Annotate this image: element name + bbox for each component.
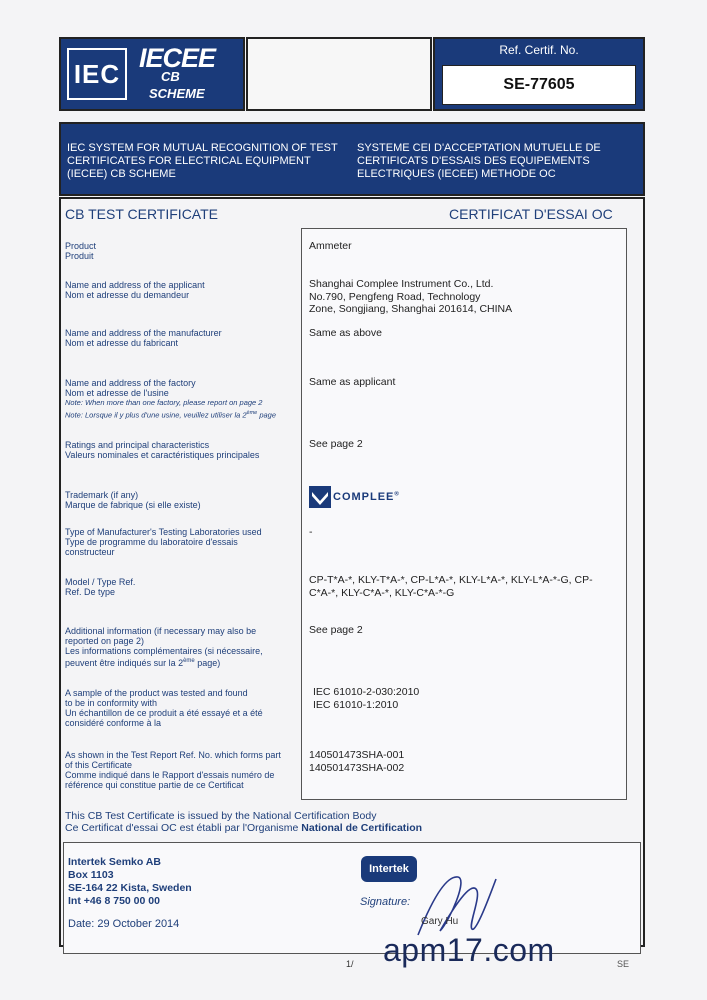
body-city: SE-164 22 Kista, Sweden (68, 882, 192, 894)
iecee-logo-text: IECEE (139, 43, 216, 73)
test-report-label: As shown in the Test Report Ref. No. which forms part of this Certificate Comme indiqué dans le Rapport d'essais numéro de référence qui constitue partie de ce Certificat (65, 750, 281, 790)
issued-by-french: Ce Certificat d'essai OC est établi par l'Organisme National de Certification (65, 822, 423, 834)
sample-label: A sample of the product was tested and found to be in conformity with Un échantillon de ce produit a été essayé et a été considéré conforme à la (65, 688, 263, 728)
ratings-label: Ratings and principal characteristics Valeurs nominales et caractéristiques principales (65, 440, 260, 460)
complee-logo (309, 486, 401, 508)
manufacturer-value: Same as above (309, 327, 382, 339)
certificate-title-english: CB TEST CERTIFICATE (65, 206, 218, 222)
standards-value: IEC 61010-2-030:2010 IEC 61010-1:2010 (313, 686, 420, 711)
model-value: CP-T*A-*, KLY-T*A-*, CP-L*A-*, KLY-L*A-*, KLY-L*A-*-G, CP- C*A-*, KLY-C*A-*, KLY-C*A-*-G (309, 574, 593, 599)
scheme-logo-text: SCHEME (149, 86, 205, 101)
applicant-label: Name and address of the applicant Nom et adresse du demandeur (65, 280, 205, 300)
signature-label: Signature: (360, 896, 411, 908)
body-phone: Int +46 8 750 00 00 (68, 895, 160, 907)
factory-label: Name and address of the factory Nom et adresse de l'usine Note: When more than one factory, please report on page 2 Note: Lorsque il y plus d'une usine, veuillez utiliser la 2ème page (65, 378, 277, 420)
additional-info-value: See page 2 (309, 624, 363, 636)
manufacturer-label: Name and address of the manufacturer Nom et adresse du fabricant (65, 328, 222, 348)
issue-date: Date: 29 October 2014 (68, 918, 180, 930)
scheme-french: SYSTEME CEI D'ACCEPTATION MUTUELLE DE CERTIFICATS D'ESSAIS DES EQUIPEMENTS ELECTRIQUES (IECEE) METHODE OC (357, 142, 601, 180)
product-label: Product Produit (65, 241, 97, 261)
ratings-value: See page 2 (309, 438, 363, 450)
test-report-value: 140501473SHA-001 140501473SHA-002 (309, 749, 405, 774)
scheme-english: IEC SYSTEM FOR MUTUAL RECOGNITION OF TEST CERTIFICATES FOR ELECTRICAL EQUIPMENT (IECEE) CB SCHEME (67, 142, 338, 180)
trademark-label: Trademark (if any) Marque de fabrique (si elle existe) (65, 490, 201, 510)
iecee-logo (59, 37, 245, 111)
body-box: Box 1103 (68, 869, 114, 881)
ref-certificate-box (433, 37, 645, 111)
complee-logo-text: COMPLEE® (333, 491, 400, 503)
factory-value: Same as applicant (309, 376, 396, 388)
watermark-text: apm17.com (383, 932, 555, 968)
header-blank-box (246, 37, 432, 111)
applicant-value: Shanghai Complee Instrument Co., Ltd. No.790, Pengfeng Road, Technology Zone, Songjiang, Shanghai 201614, CHINA (309, 278, 513, 315)
complee-logo-icon (309, 486, 331, 508)
footer-code: SE (617, 959, 630, 969)
testing-lab-label: Type of Manufacturer's Testing Laboratories used Type de programme du laboratoire d'essais constructeur (65, 527, 262, 557)
signer-name: Gary Hu (421, 916, 459, 927)
ref-certificate-label: Ref. Certif. No. (499, 43, 579, 57)
additional-info-label: Additional information (if necessary may also be reported on page 2) Les informations complémentaires (si nécessaire, peuvent être indiqués sur la 2ème page) (65, 626, 263, 668)
scheme-banner (59, 122, 645, 196)
cb-logo-text: CB (161, 69, 180, 84)
testing-lab-value: - (309, 526, 313, 538)
body-name: Intertek Semko AB (68, 856, 161, 868)
ref-certificate-number: SE-77605 (442, 65, 636, 105)
intertek-logo: Intertek (361, 856, 417, 882)
product-value: Ammeter (309, 240, 352, 252)
issued-by-english: This CB Test Certificate is issued by the National Certification Body (65, 810, 377, 822)
iec-logo-mark: IEC (67, 48, 127, 100)
page-number: 1/ (346, 959, 354, 969)
model-label: Model / Type Ref. Ref. De type (65, 577, 136, 597)
certificate-title-french: CERTIFICAT D'ESSAI OC (449, 206, 613, 222)
